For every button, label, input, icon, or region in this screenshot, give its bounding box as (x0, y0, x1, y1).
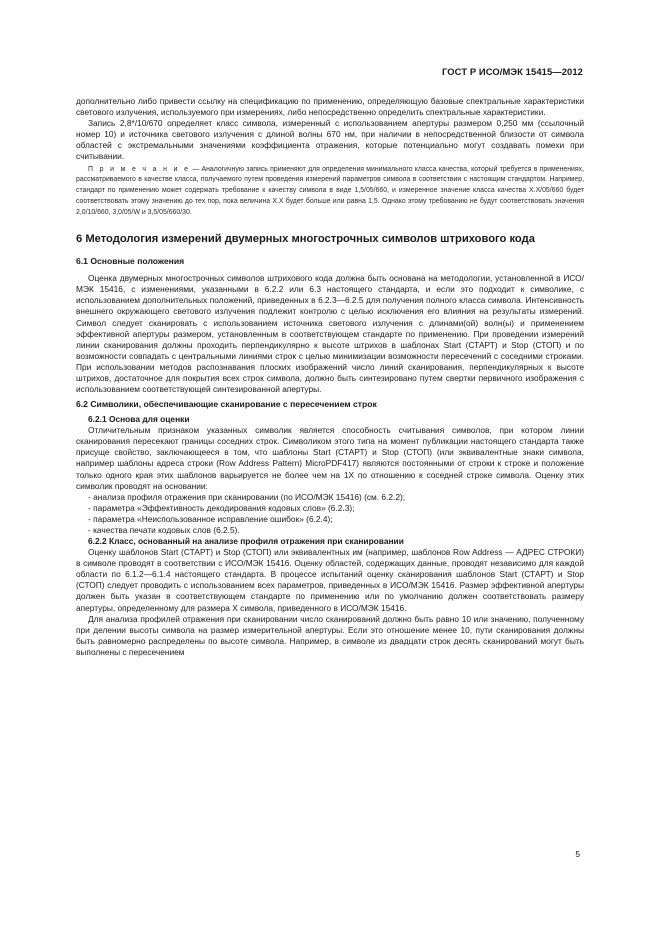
subsection-heading: 6.2 Символики, обеспечивающие сканирование с пересечением строк (76, 399, 377, 410)
document-header: ГОСТ Р ИСО/МЭК 15415—2012 (442, 66, 583, 77)
list-item: - качества печати кодовых слов (6.2.5). (88, 525, 240, 536)
note-label: П р и м е ч а н и е (88, 165, 191, 173)
subsection-heading: 6.1 Основные положения (76, 256, 185, 267)
section-heading: 6 Методология измерений двумерных многострочных символов штрихового кода (76, 232, 535, 245)
paragraph: Для анализа профилей отражения при сканировании число сканирований должно быть равно 10 или значению, полученному при делении высоты символа на размер измерительной апертуры. Если это отношение менее 10, пути сканирования должны быть равномерно распределены по высоте символа. Например, в символе из двадцати строк десять сканирований могут быть выполнены с пересечением (76, 613, 584, 657)
paragraph: Оценку шаблонов Start (СТАРТ) и Stop (СТОП) или эквивалентных им (например, шаблонов Row Address — АДРЕС СТРОКИ) в символе проводят в соответствии с ИСО/МЭК 15416. Оценку областей, содержащих данные, проводят независимо для каждой области по 6.1.2—6.1.4 настоящего стандарта. В процессе испытаний оценку сканирования шаблонов Start (СТАРТ) и Stop (СТОП) следует проводить с использованием всех параметров, приведенных в ИСО/МЭК 15416. Размер эффективной апертуры должен быть указан в соответствующем стандарте по применению или по умолчанию должен соответствовать размеру апертуры, определенному для размера X символа, приведенного в ИСО/МЭК 15416. (76, 547, 584, 613)
list-item: - параметра «Неиспользованное исправление ошибок» (6.2.4); (88, 513, 333, 524)
subsubsection-heading: 6.2.2 Класс, основанный на анализе профиля отражения при сканировании (88, 536, 404, 547)
paragraph: дополнительно либо привести ссылку на спецификацию по применению, определяющую базовые спектральные характеристики светового излучения, используемого при измерениях, либо непосредственно определить спектральные характеристики. (76, 96, 584, 118)
paragraph: Отличительным признаком указанных символик является способность считывания символов, при котором линии сканирования пересекают границы соседних строк. Символиком этого типа на момент публикации настоящего стандарта также присуще свойство, заключающееся в том, что шаблоны Start (СТАРТ) и Stop (СТОП) (или эквивалентные знаки символа, например шаблоны адреса строки (Row Address Pattern) MicroPDF417) являются постоянными от строки к строке и положение только одного края этих шаблонов варьируется не более чем на 1X по отношению к соседней строке символа. Оценку этих символик проводят на основании: (76, 425, 584, 491)
page-number: 5 (575, 849, 580, 859)
list-item: - параметра «Эффективность декодирования кодовых слов» (6.2.3); (88, 502, 355, 513)
list-item: - анализа профиля отражения при сканировании (по ИСО/МЭК 15416) (см. 6.2.2); (88, 491, 406, 502)
paragraph: Оценка двумерных многострочных символов штрихового кода должна быть основана на методологии, установленной в ИСО/МЭК 15416, с изменениями, указанными в 6.2.2 или 6.3 настоящего стандарта, и если это подходит к символике, с использованием дополнительных положений, приведенных в 6.2.3—6.2.5 для получения полного класса символа. Интенсивность внешнего окружающего светового излучения подлежит контролю с целью исключения его влияния на результаты измерений. Символ следует сканировать с использованием источника светового излучения с длинами(ой) волн(ы) и применением эффективной апертуры размером, установленным в соответствующем стандарте по применению. При проведении измерений линии сканирования должны проходить перпендикулярно к высоте штрихов в шаблонах Start (СТАРТ) и Stop (СТОП) и по возможности совпадать с центральными линиями строк с целью минимизации возможности пересечений с соседними строками. При использовании методов распознавания плоских изображений число линий сканирования, перпендикулярных к высоте штрихов, достаточное для покрытия всех строк символа, должно быть синтезировано путем свертки первичного изображения с использованием соответствующей синтезированной апертуры. (76, 273, 584, 395)
paragraph: Запись 2,8*/10/670 определяет класс символа, измеренный с использованием апертуры размером 0,250 мм (ссылочный номер 10) и источника светового излучения с длиной волны 670 нм, при наличии в непосредственной близости от символа областей с экстремальными значениями коэффициента отражения, которые потенциально могут создавать помехи при считывании. (76, 118, 584, 162)
page-content (76, 96, 584, 658)
note (76, 165, 584, 219)
criteria-list (76, 492, 584, 536)
note-text: — Аналогичную запись применяют для определения минимального класса качества, который требуется в применениях, рассматриваемого в качестве класса, получаемого путем проведения измерений параметров символа в соответствии с настоящим стандартом. Например, стандарт по применению может содержать требование к качеству символа в виде 1,5/05/660, и измеренное значение класса качества X.X/05/660 будет соответствовать этому значению до тех пор, пока величина X.X будет больше или равна 1,5. Однако этому требованию не будут соответствовать значения 2,0/10/660, 3,0/05/W и 3,5/05/660/30. (76, 165, 584, 216)
subsubsection-heading: 6.2.1 Основа для оценки (88, 414, 190, 425)
